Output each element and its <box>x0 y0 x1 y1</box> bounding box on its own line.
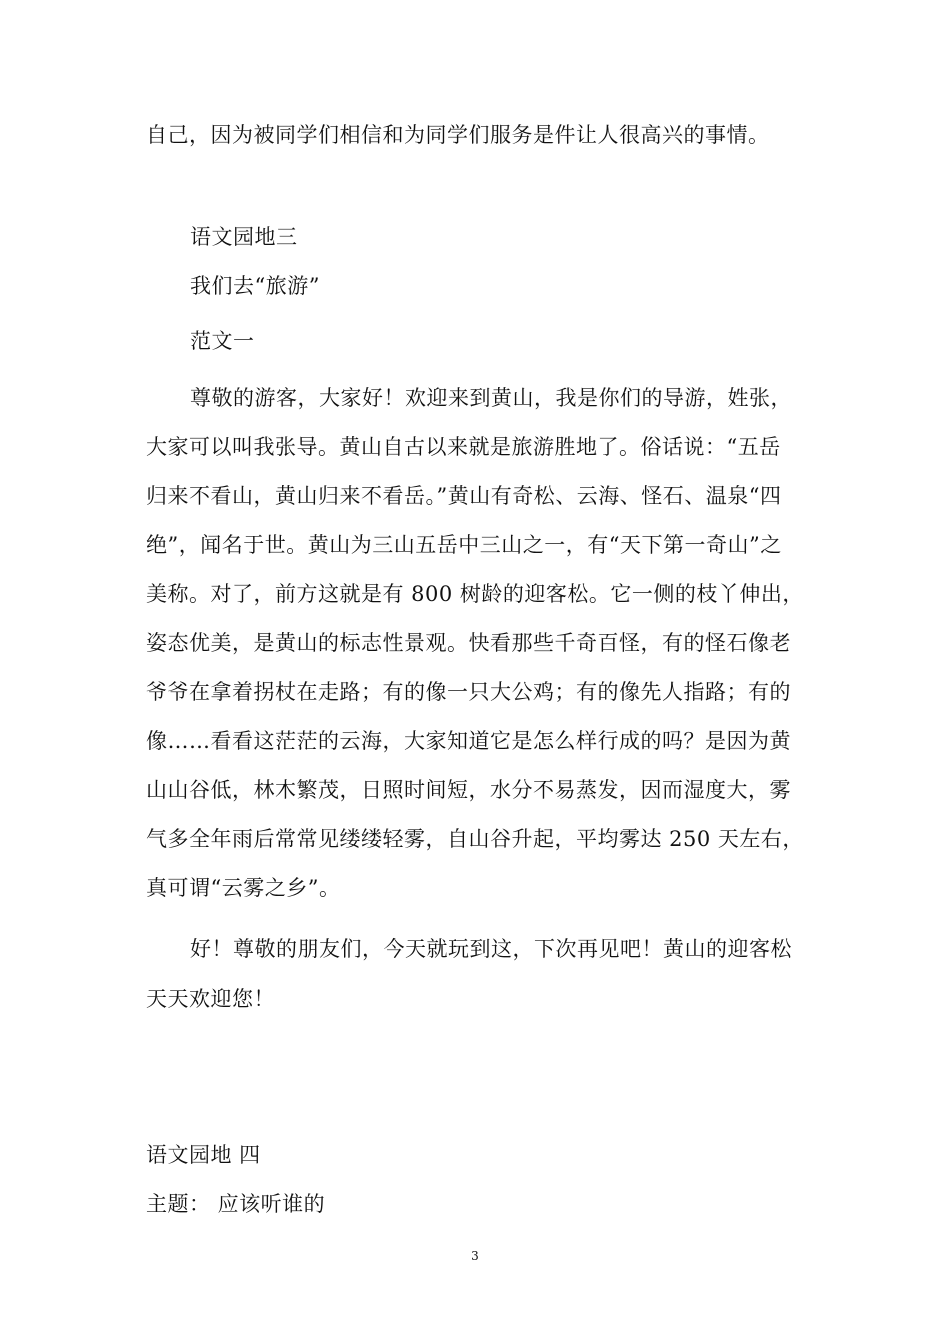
paragraph-line: 爷爷在拿着拐杖在走路；有的像一只大公鸡；有的像先人指路；有的 <box>146 680 791 704</box>
paragraph-line: 气多全年雨后常常见缕缕轻雾，自山谷升起，平均雾达 250 天左右， <box>146 827 804 851</box>
paragraph-line: 天天欢迎您！ <box>146 987 275 1011</box>
page-number: 3 <box>471 1249 479 1263</box>
paragraph-line: 美称。对了，前方这就是有 800 树龄的迎客松。它一侧的枝丫伸出， <box>146 582 804 606</box>
section-title: 语文园地 四 <box>146 1143 261 1167</box>
paragraph-line: 尊敬的游客，大家好！欢迎来到黄山，我是你们的导游，姓张， <box>190 386 792 410</box>
paragraph-line: 姿态优美，是黄山的标志性景观。快看那些千奇百怪，有的怪石像老 <box>146 631 791 655</box>
section-title: 语文园地三 <box>190 225 298 249</box>
section-theme: 主题： 应该听谁的 <box>146 1192 326 1216</box>
paragraph-line: 归来不看山，黄山归来不看岳。”黄山有奇松、云海、怪石、温泉“四 <box>146 484 782 508</box>
paragraph-line: 绝”，闻名于世。黄山为三山五岳中三山之一，有“天下第一奇山”之 <box>146 533 782 557</box>
paragraph-line: 大家可以叫我张导。黄山自古以来就是旅游胜地了。俗话说：“五岳 <box>146 435 781 459</box>
section-subtitle: 我们去“旅游” <box>190 274 320 298</box>
paragraph-line: 自己，因为被同学们相信和为同学们服务是件让人很高兴的事情。 <box>146 123 770 147</box>
paragraph-line: 像……看看这茫茫的云海，大家知道它是怎么样行成的吗？是因为黄 <box>146 729 791 753</box>
paragraph-line: 好！尊敬的朋友们，今天就玩到这，下次再见吧！黄山的迎客松 <box>190 937 792 961</box>
paragraph-line: 山山谷低，林木繁茂，日照时间短，水分不易蒸发，因而湿度大，雾 <box>146 778 791 802</box>
sample-essay-title: 范文一 <box>190 329 255 353</box>
paragraph-line: 真可谓“云雾之乡”。 <box>146 876 341 900</box>
